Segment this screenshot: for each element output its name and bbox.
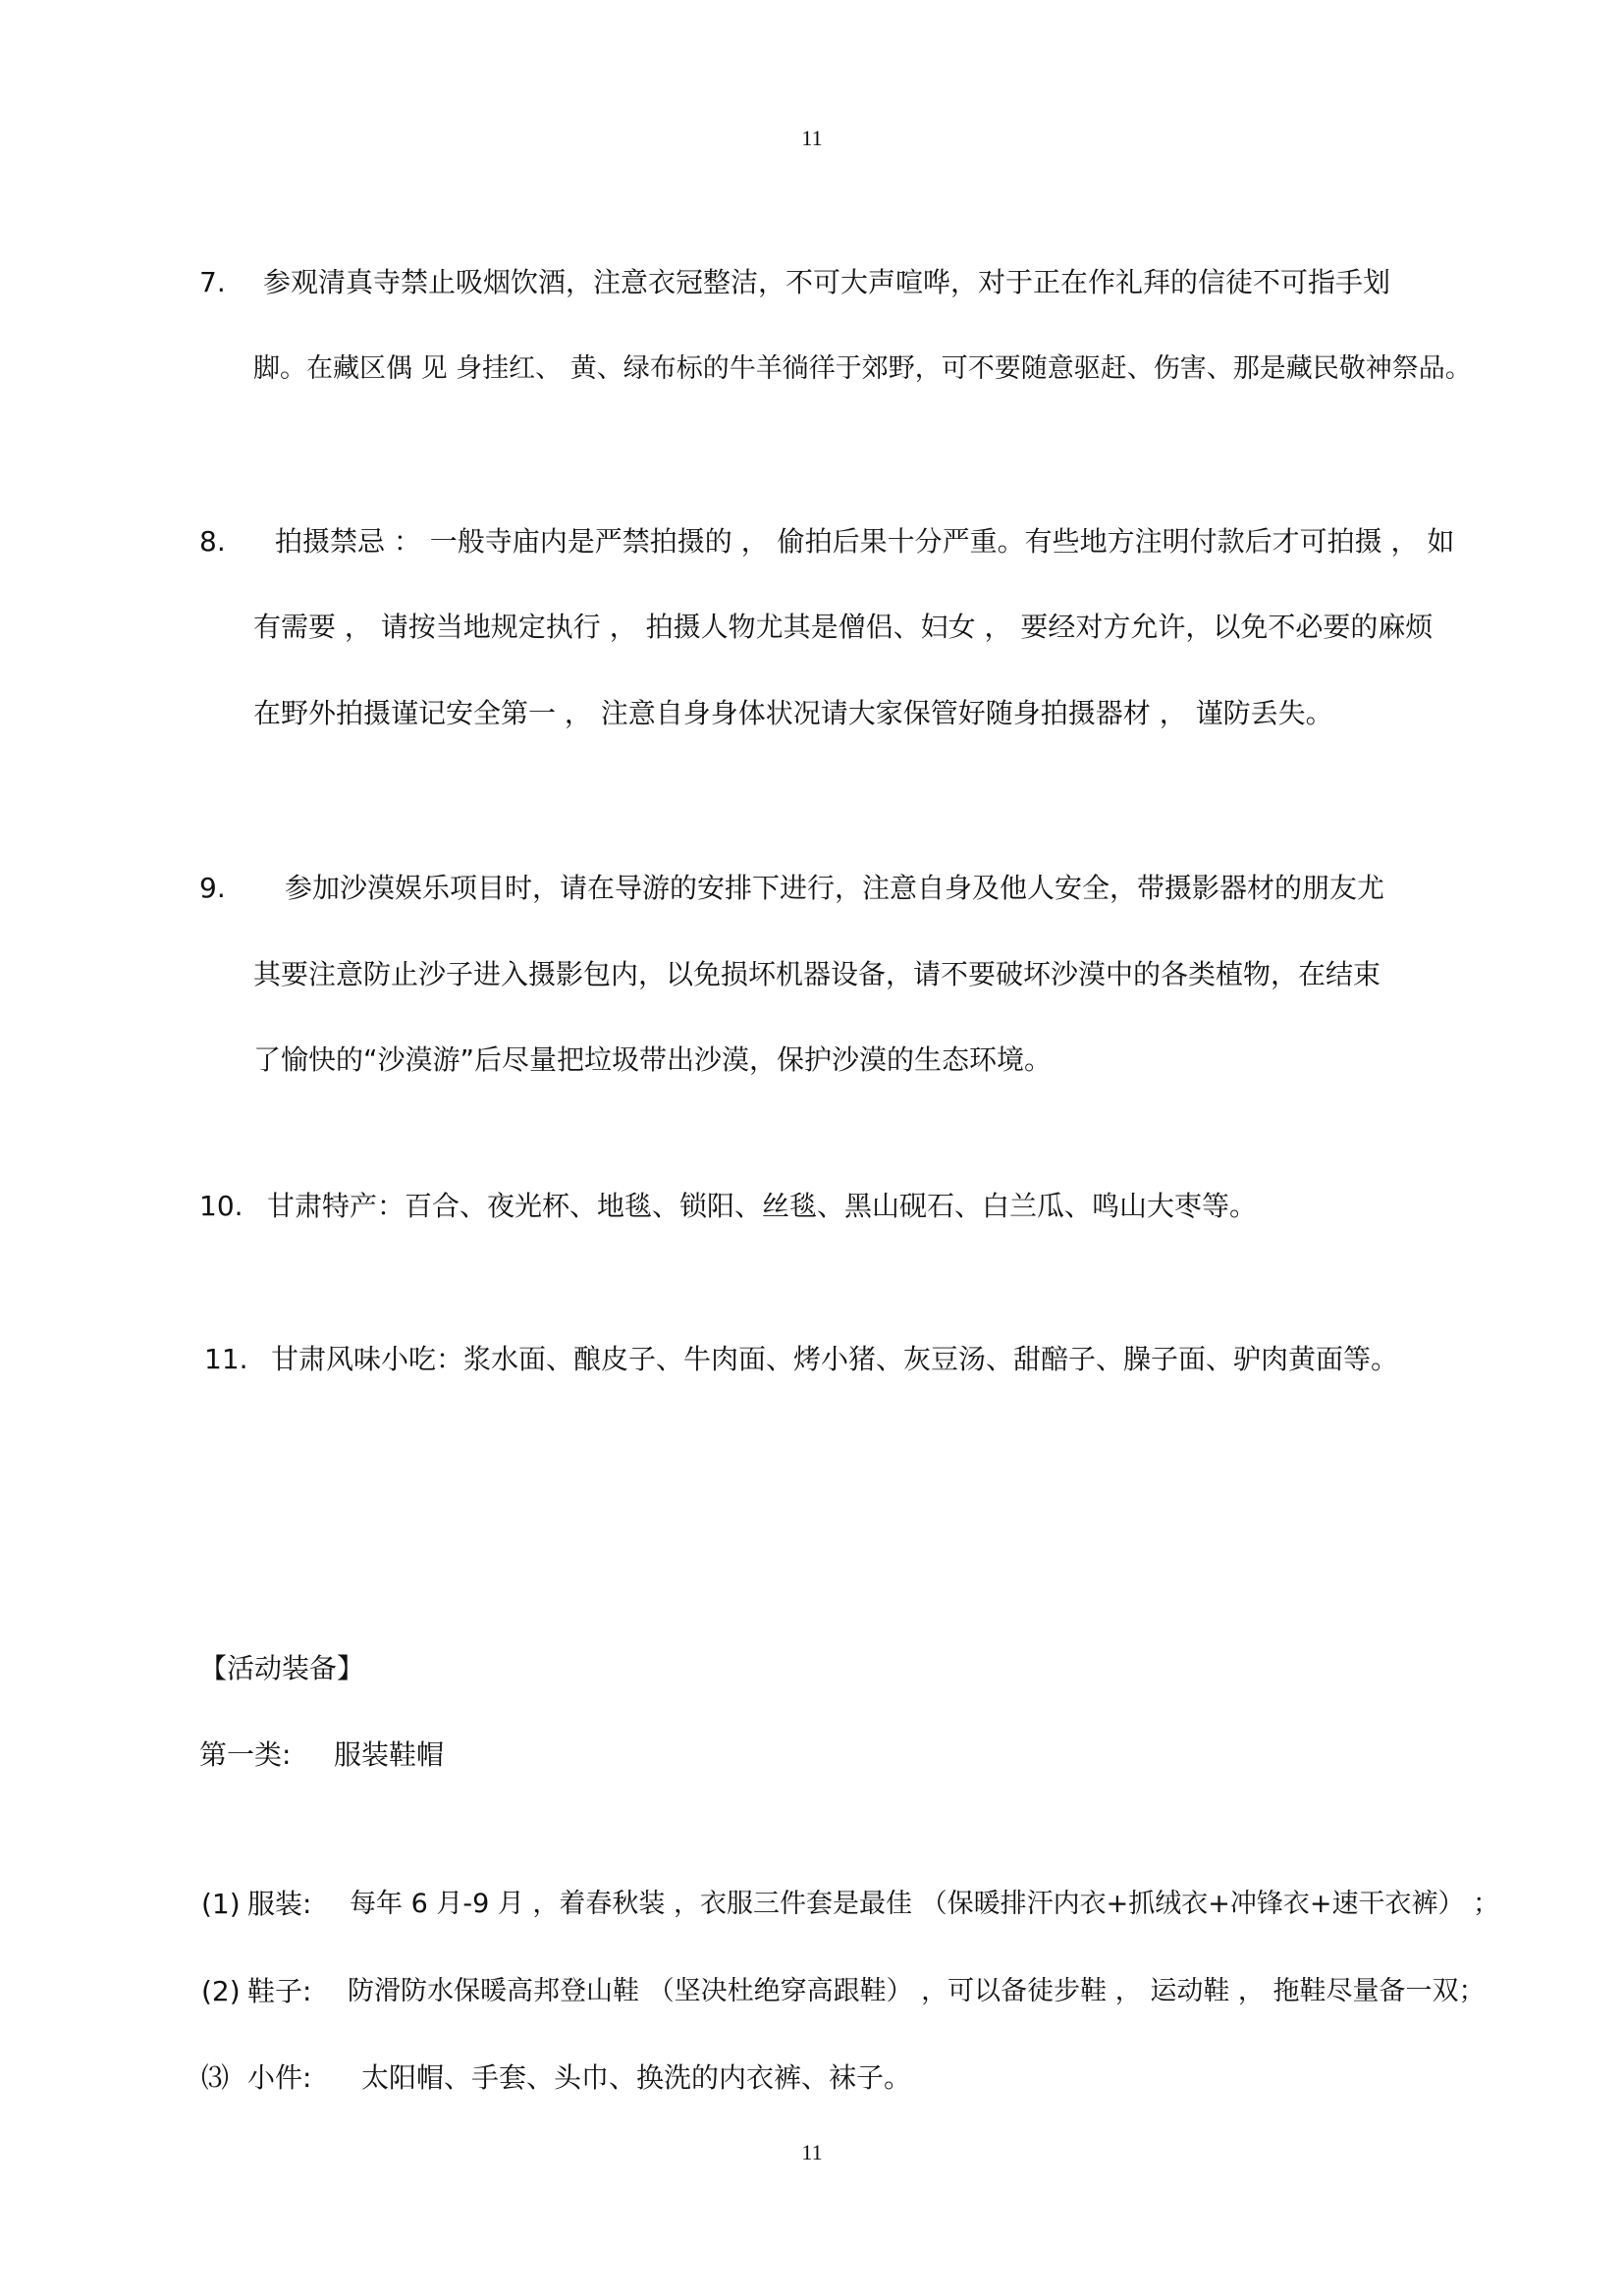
page-number-bottom: 11 (801, 2140, 823, 2164)
item-7-line-2: 脚。在藏区偶 见 身挂红、 黄、绿布标的牛羊徜徉于郊野，可不要随意驱赶、伤害、那是藏民敬神祭品。 (253, 353, 1472, 384)
equipment-entry-2-text: 防滑防水保暖高邦登山鞋 （坚决杜绝穿高跟鞋） ，可以备徒步鞋 ， 运动鞋 ， 拖鞋尽量备一双； (348, 1976, 1486, 2006)
item-8-line-3: 在野外拍摄谨记安全第一 ， 注意自身身体状况请大家保管好随身拍摄器材 ， 谨防丢失。 (253, 697, 1333, 729)
item-8-number: 8. (199, 525, 226, 558)
page-number-top: 11 (801, 126, 823, 150)
equipment-category-label: 第一类: (199, 1738, 292, 1771)
item-7-number: 7. (199, 266, 226, 298)
item-9-line-1: 参加沙漠娱乐项目时，请在导游的安排下进行，注意自身及他人安全，带摄影器材的朋友尤 (285, 872, 1385, 904)
equipment-entry-3-number: ⑶ (201, 2061, 230, 2094)
item-10-number: 10. (199, 1190, 244, 1222)
equipment-entry-1-text: 每年 6 月-9 月 ，着春秋装 ，衣服三件套是最佳 （保暖排汗内衣+抓绒衣+冲锋衣+速干衣裤） ； (350, 1889, 1500, 1919)
item-7-line-1: 参观清真寺禁止吸烟饮酒，注意衣冠整洁，不可大声喧哗，对于正在作礼拜的信徒不可指手划 (263, 266, 1391, 298)
item-8-line-1: 拍摄禁忌 ： 一般寺庙内是严禁拍摄的 ， 偷拍后果十分严重。有些地方注明付款后才可拍摄 ， 如 (275, 525, 1455, 558)
item-9-number: 9. (199, 872, 226, 904)
item-10-line-1: 甘肃特产：百合、夜光杯、地毯、锁阳、丝毯、黑山砚石、白兰瓜、鸣山大枣等。 (267, 1190, 1258, 1222)
equipment-entry-3-text: 太阳帽、手套、头巾、换洗的内衣裤、袜子。 (361, 2061, 912, 2094)
item-8-line-2: 有需要 ， 请按当地规定执行 ， 拍摄人物尤其是僧侣、妇女 ， 要经对方允许，以免不必要的麻烦 (253, 611, 1434, 643)
equipment-entry-1-label: 服装: (247, 1888, 312, 1920)
item-9-line-3: 了愉快的“沙漠游”后尽量把垃圾带出沙漠，保护沙漠的生态环境。 (253, 1043, 1053, 1076)
equipment-entry-2-label: 鞋子: (247, 1975, 312, 2007)
equipment-heading: 【活动装备】 (199, 1652, 365, 1684)
item-11-line-1: 甘肃风味小吃：浆水面、酿皮子、牛肉面、烤小猪、灰豆汤、甜醅子、臊子面、驴肉黄面等。 (271, 1343, 1399, 1375)
item-9-line-2: 其要注意防止沙子进入摄影包内，以免损坏机器设备，请不要破坏沙漠中的各类植物，在结束 (253, 958, 1381, 990)
equipment-entry-2-number: (2) (201, 1975, 241, 2007)
equipment-entry-3-label: 小件: (247, 2061, 312, 2094)
item-11-number: 11. (204, 1343, 248, 1375)
equipment-category-name: 服装鞋帽 (334, 1738, 445, 1771)
equipment-entry-1-number: (1) (201, 1888, 241, 1920)
